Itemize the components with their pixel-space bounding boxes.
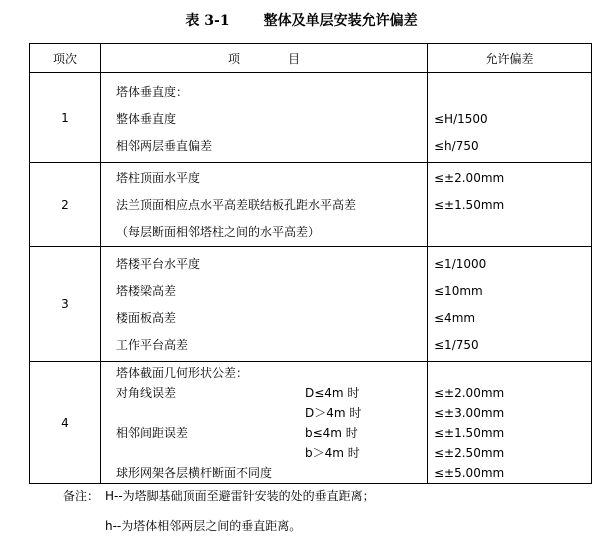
- value-text: ≤10mm: [434, 284, 483, 298]
- value-text: ≤1/1000: [434, 257, 487, 271]
- item-text: 工作平台高差: [116, 338, 189, 352]
- row-values: [428, 73, 592, 163]
- row-items: [101, 247, 428, 362]
- note-text: H--为塔脚基础顶面至避雷针安装的处的垂直距离；: [105, 489, 375, 503]
- value-text: ≤±2.00mm: [434, 171, 505, 185]
- table-caption: 整体及单层安装允许偏差: [263, 13, 418, 29]
- row-values: [428, 247, 592, 362]
- row-items: [101, 362, 428, 484]
- row-number: 4: [30, 362, 101, 484]
- header-item-no: 项次: [30, 44, 101, 73]
- item-condition: b≤4m 时: [305, 426, 358, 440]
- table-number: 表 3-1: [185, 13, 230, 29]
- tolerance-table: [29, 43, 592, 484]
- item-line: [101, 443, 427, 463]
- value-text: ≤±5.00mm: [434, 466, 505, 480]
- item-text: 楼面板高差: [116, 311, 177, 325]
- value-text: [428, 363, 591, 383]
- row-number: 1: [30, 73, 101, 163]
- item-text: 塔柱顶面水平度: [116, 171, 201, 185]
- item-line: [101, 403, 427, 423]
- item-text: （每层断面相邻塔柱之间的水平高差）: [116, 225, 321, 239]
- notes-label: 备注：: [63, 489, 100, 503]
- value-text: ≤h/750: [434, 139, 479, 153]
- value-text: ≤4mm: [434, 311, 476, 325]
- table-row: [30, 247, 592, 362]
- item-text: 塔楼梁高差: [116, 284, 177, 298]
- notes: [63, 486, 375, 546]
- item-condition: D≤4m 时: [305, 386, 360, 400]
- value-text: [428, 219, 591, 246]
- table-row: [30, 73, 592, 163]
- row-values: [428, 163, 592, 247]
- table-row: [30, 163, 592, 247]
- item-text: 相邻两层垂直偏差: [116, 139, 213, 153]
- item-condition: b＞4m 时: [305, 446, 360, 460]
- item-line: [101, 363, 427, 383]
- row-items: [101, 73, 428, 163]
- item-text: 塔体垂直度：: [116, 85, 189, 99]
- item-text: 相邻间距误差: [116, 426, 189, 440]
- table-title: [0, 10, 603, 30]
- row-items: [101, 163, 428, 247]
- value-text: ≤±2.50mm: [434, 446, 505, 460]
- value-text: ≤±3.00mm: [434, 406, 505, 420]
- item-text: 整体垂直度: [116, 112, 177, 126]
- note-line: [63, 486, 375, 516]
- item-line: [101, 423, 427, 443]
- value-text: ≤±2.00mm: [434, 386, 505, 400]
- value-text: ≤±1.50mm: [434, 426, 505, 440]
- row-number: 3: [30, 247, 101, 362]
- item-text: 法兰顶面相应点水平高差联结板孔距水平高差: [116, 198, 357, 212]
- item-condition: D＞4m 时: [305, 406, 362, 420]
- header-item: 项 目: [101, 44, 428, 73]
- item-text: 塔楼平台水平度: [116, 257, 201, 271]
- item-text: 球形网架各层横杆断面不同度: [116, 466, 273, 480]
- table-row: [30, 362, 592, 484]
- value-text: ≤H/1500: [434, 112, 488, 126]
- item-line: [101, 383, 427, 403]
- item-text: 塔体截面几何形状公差：: [116, 366, 249, 380]
- item-line: [101, 463, 427, 483]
- item-text: 对角线误差: [116, 386, 177, 400]
- value-text: ≤1/750: [434, 338, 479, 352]
- row-number: 2: [30, 163, 101, 247]
- value-text: [428, 79, 591, 106]
- header-row: [30, 44, 592, 73]
- header-tolerance: 允许偏差: [428, 44, 592, 73]
- note-text-2: h--为塔体相邻两层之间的垂直距离。: [105, 519, 302, 533]
- value-text: ≤±1.50mm: [434, 198, 505, 212]
- row-values: [428, 362, 592, 484]
